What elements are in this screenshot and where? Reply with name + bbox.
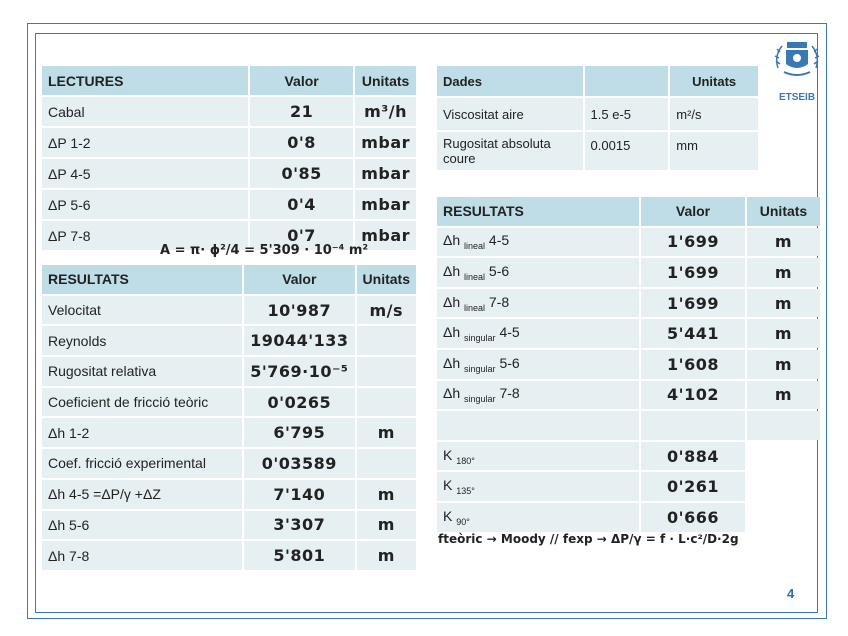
label-cell: Velocitat xyxy=(42,296,242,325)
label-cell: Δh $_{singular}$ 7-8 xyxy=(437,381,639,410)
table-row xyxy=(42,190,416,219)
header-cell: Unitats xyxy=(355,66,416,95)
table-row xyxy=(437,132,758,170)
unit-cell: m²/s xyxy=(670,98,758,130)
value-cell: 0'85 xyxy=(250,159,353,188)
unit-cell xyxy=(747,503,820,532)
label-cell: Coef. fricció experimental xyxy=(42,449,242,478)
table-row xyxy=(42,388,416,417)
label-cell: Δh $_{lineal}$ 7-8 xyxy=(437,289,639,318)
label-cell: Δh $_{lineal}$ 5-6 xyxy=(437,258,639,287)
label-cell: Δh 5-6 xyxy=(42,511,242,540)
table-row xyxy=(437,472,820,501)
table-row xyxy=(437,503,820,532)
table-row xyxy=(437,258,820,287)
header-cell: Valor xyxy=(641,197,745,226)
resultats-left-table xyxy=(40,263,418,572)
unit-cell xyxy=(747,411,820,440)
area-formula: A = π· ϕ²/4 = 5'309 · 10⁻⁴ m² xyxy=(160,243,369,258)
table-header-row xyxy=(42,265,416,294)
header-cell xyxy=(585,66,669,96)
unit-cell: m xyxy=(747,258,820,287)
unit-cell xyxy=(357,326,416,355)
label-cell: Δh 1-2 xyxy=(42,418,242,447)
unit-cell xyxy=(357,357,416,386)
value-cell: 0.0015 xyxy=(585,132,669,170)
unit-cell: mbar xyxy=(355,159,416,188)
header-cell: RESULTATS xyxy=(42,265,242,294)
unit-cell: m xyxy=(357,480,416,509)
value-cell: 7'140 xyxy=(244,480,354,509)
table-row xyxy=(42,480,416,509)
header-cell: Valor xyxy=(244,265,354,294)
unit-cell: m xyxy=(357,541,416,570)
value-cell: 5'441 xyxy=(641,319,745,348)
table-row xyxy=(42,449,416,478)
unit-cell: m xyxy=(747,381,820,410)
value-cell: 0'261 xyxy=(641,472,745,501)
value-cell: 0'03589 xyxy=(244,449,354,478)
table-row xyxy=(42,326,416,355)
label-cell xyxy=(437,411,639,440)
table-row xyxy=(437,350,820,379)
label-cell: ΔP 4-5 xyxy=(42,159,248,188)
label-cell: K $_{90^\circ}$ xyxy=(437,503,639,532)
table-row xyxy=(437,381,820,410)
value-cell: 3'307 xyxy=(244,511,354,540)
table-header-row xyxy=(437,197,820,226)
table-row xyxy=(437,98,758,130)
table-row xyxy=(437,228,820,257)
header-cell: Valor xyxy=(250,66,353,95)
value-cell: 0'8 xyxy=(250,128,353,157)
label-cell: Δh $_{singular}$ 4-5 xyxy=(437,319,639,348)
unit-cell xyxy=(357,388,416,417)
value-cell: 1'608 xyxy=(641,350,745,379)
label-cell: K $_{135^\circ}$ xyxy=(437,472,639,501)
unit-cell: mbar xyxy=(355,128,416,157)
unit-cell: m xyxy=(747,350,820,379)
label-cell: Δh 7-8 xyxy=(42,541,242,570)
unit-cell: m³/h xyxy=(355,97,416,126)
label-cell: Δh 4-5 =ΔP/γ +ΔZ xyxy=(42,480,242,509)
label-cell: Δh $_{lineal}$ 4-5 xyxy=(437,228,639,257)
label-cell: ΔP 7-8 xyxy=(42,221,248,250)
table-header-row xyxy=(437,66,758,96)
table-row xyxy=(437,411,820,440)
logo-text: ETSEIB xyxy=(778,92,816,103)
resultats-right-table xyxy=(435,195,822,534)
value-cell: 4'102 xyxy=(641,381,745,410)
label-cell: Viscositat aire xyxy=(437,98,583,130)
label-cell: Rugositat absoluta coure xyxy=(437,132,583,170)
table-row xyxy=(42,159,416,188)
label-cell: ΔP 5-6 xyxy=(42,190,248,219)
value-cell: 1'699 xyxy=(641,258,745,287)
label-cell: Cabal xyxy=(42,97,248,126)
unit-cell: mbar xyxy=(355,221,416,250)
unit-cell: m xyxy=(357,418,416,447)
value-cell: 19044'133 xyxy=(244,326,354,355)
table-row xyxy=(42,97,416,126)
unit-cell: m xyxy=(747,289,820,318)
header-cell: Unitats xyxy=(670,66,758,96)
table-row xyxy=(42,357,416,386)
value-cell: 5'801 xyxy=(244,541,354,570)
label-cell: Reynolds xyxy=(42,326,242,355)
label-cell: Coeficient de fricció teòric xyxy=(42,388,242,417)
table-row xyxy=(42,418,416,447)
value-cell: 1'699 xyxy=(641,289,745,318)
value-cell: 1.5 e-5 xyxy=(585,98,669,130)
label-cell: K $_{180^\circ}$ xyxy=(437,442,639,471)
label-cell: Rugositat relativa xyxy=(42,357,242,386)
header-cell: Dades xyxy=(437,66,583,96)
header-cell: Unitats xyxy=(357,265,416,294)
label-cell: ΔP 1-2 xyxy=(42,128,248,157)
unit-cell: m/s xyxy=(357,296,416,325)
header-cell: Unitats xyxy=(747,197,820,226)
value-cell: 0'884 xyxy=(641,442,745,471)
table-header-row xyxy=(42,66,416,95)
value-cell: 0'0265 xyxy=(244,388,354,417)
unit-cell xyxy=(747,442,820,471)
value-cell: 10'987 xyxy=(244,296,354,325)
value-cell: 0'7 xyxy=(250,221,353,250)
value-cell: 0'666 xyxy=(641,503,745,532)
header-cell: RESULTATS xyxy=(437,197,639,226)
unit-cell xyxy=(747,472,820,501)
table-row xyxy=(42,296,416,325)
unit-cell: mm xyxy=(670,132,758,170)
label-cell: Δh $_{singular}$ 5-6 xyxy=(437,350,639,379)
table-row xyxy=(42,511,416,540)
table-row xyxy=(42,128,416,157)
etseib-logo xyxy=(770,38,824,102)
unit-cell: m xyxy=(747,228,820,257)
unit-cell: m xyxy=(747,319,820,348)
value-cell: 6'795 xyxy=(244,418,354,447)
lectures-table xyxy=(40,64,418,252)
value-cell: 0'4 xyxy=(250,190,353,219)
value-cell: 5'769·10⁻⁵ xyxy=(244,357,354,386)
unit-cell: mbar xyxy=(355,190,416,219)
value-cell xyxy=(641,411,745,440)
header-cell: LECTURES xyxy=(42,66,248,95)
dades-table xyxy=(435,64,760,172)
page-number: 4 xyxy=(787,586,795,601)
table-row xyxy=(437,442,820,471)
table-row xyxy=(437,289,820,318)
friction-note: fteòric → Moody // fexp → ΔP/γ = f · L·c²/D·2g xyxy=(438,532,739,546)
unit-cell: m xyxy=(357,511,416,540)
unit-cell xyxy=(357,449,416,478)
table-row xyxy=(42,541,416,570)
value-cell: 21 xyxy=(250,97,353,126)
value-cell: 1'699 xyxy=(641,228,745,257)
table-row xyxy=(437,319,820,348)
